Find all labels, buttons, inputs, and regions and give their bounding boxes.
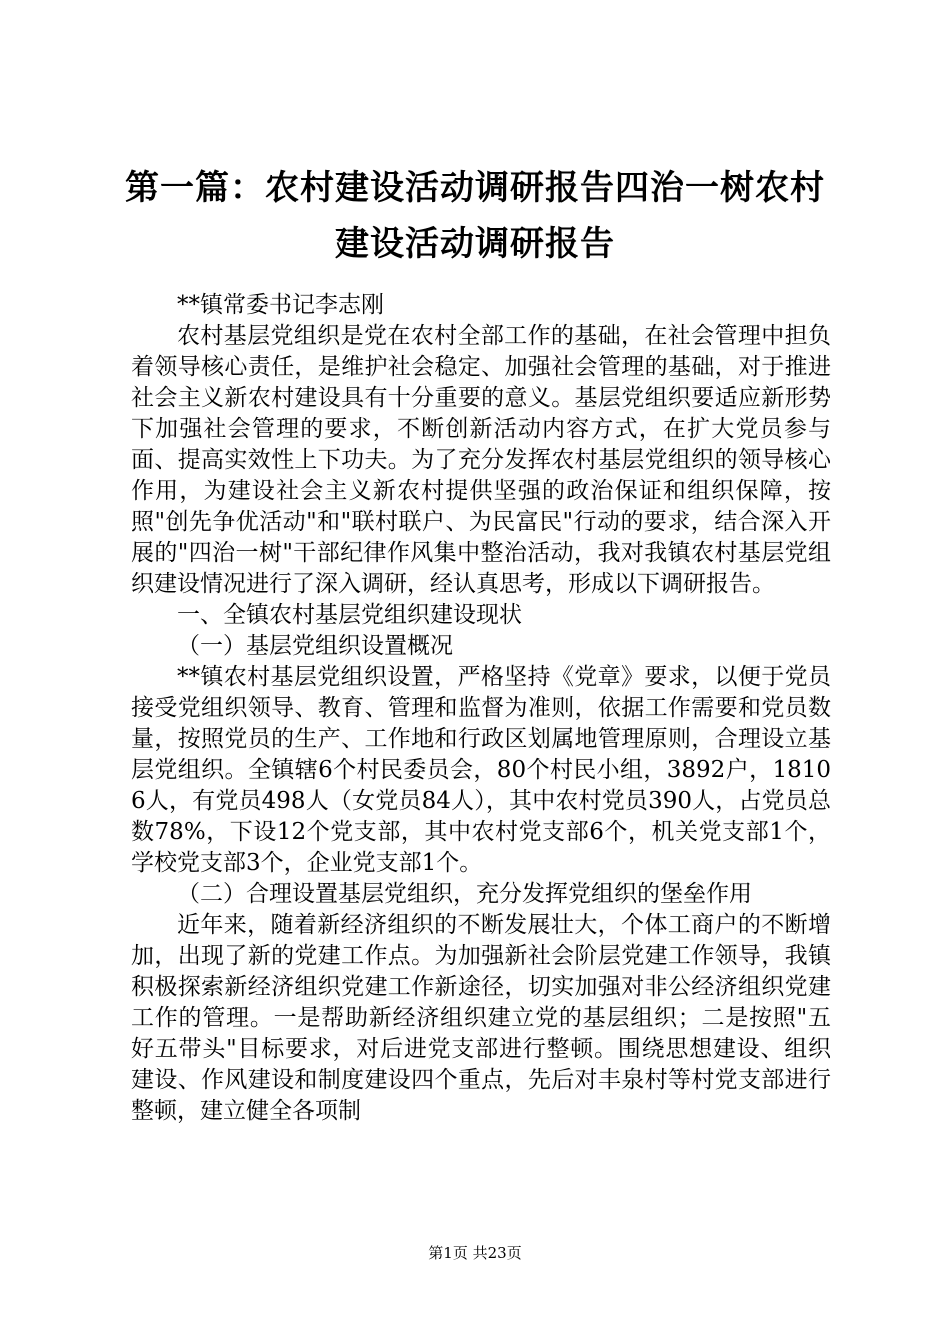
author-line: **镇常委书记李志刚 — [177, 292, 384, 318]
paragraph-overview: **镇农村基层党组织设置，严格坚持《党章》要求，以便于党员接受党组织领导、教育、管理和监督为准则，依据工作需要和党员数量，按照党员的生产、工作地和行政区划属地管理原则，合理设立基层党组织。全镇辖6个村民委员会，80个村民小组，3892户，18106人，有党员498人（女党员84人），其中农村党员390人，占党员总数78%，下设12个党支部，其中农村党支部6个，机关党支部1个，学校党支部3个，企业党支部1个。 — [131, 664, 831, 876]
paragraph-recent-years: 近年来，随着新经济组织的不断发展壮大，个体工商户的不断增加，出现了新的党建工作点。为加强新社会阶层党建工作领导，我镇积极探索新经济组织党建工作新途径，切实加强对非公经济组织党建工作的管理。一是帮助新经济组织建立党的基层组织；二是按照"五好五带头"目标要求，对后进党支部进行整顿。围绕思想建设、组织建设、作风建设和制度建设四个重点，先后对丰泉村等村党支部进行整顿，建立健全各项制 — [131, 912, 831, 1124]
document-title: 第一篇：农村建设活动调研报告四治一树农村建设活动调研报告 — [125, 168, 825, 264]
section-heading-1: 一、全镇农村基层党组织建设现状 — [177, 602, 522, 628]
subsection-heading-2: （二）合理设置基层党组织，充分发挥党组织的堡垒作用 — [177, 881, 752, 907]
paragraph-intro: 农村基层党组织是党在农村全部工作的基础，在社会管理中担负着领导核心责任，是维护社会稳定、加强社会管理的基础，对于推进社会主义新农村建设具有十分重要的意义。基层党组织要适应新形势下加强社会管理的要求，不断创新活动内容方式，在扩大党员参与面、提高实效性上下功夫。为了充分发挥农村基层党组织的领导核心作用，为建设社会主义新农村提供坚强的政治保证和组织保障，按照"创先争优活动"和"联村联户、为民富民"行动的要求，结合深入开展的"四治一树"干部纪律作风集中整治活动，我对我镇农村基层党组织建设情况进行了深入调研，经认真思考，形成以下调研报告。 — [131, 323, 831, 597]
page-number: 第1页 共23页 — [428, 1244, 522, 1262]
subsection-heading-1: （一）基层党组织设置概况 — [177, 633, 453, 659]
document-body — [131, 290, 831, 1127]
